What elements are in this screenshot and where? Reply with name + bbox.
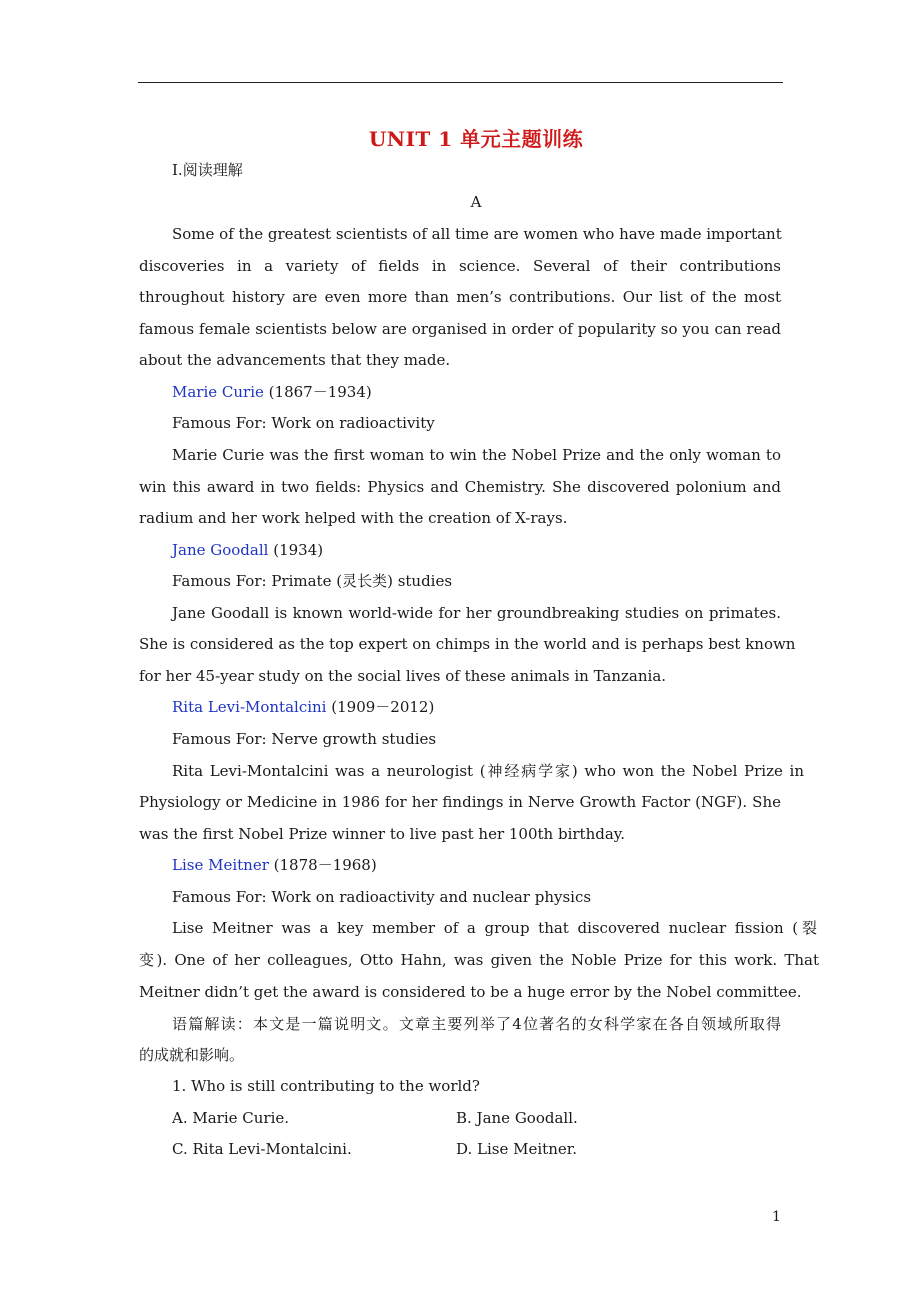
- passage-label: A: [470, 193, 482, 211]
- curie-line-1: Marie Curie was the first woman to win the Nobel Prize and the only woman to: [172, 446, 781, 464]
- meitner-line-2: 变). One of her colleagues, Otto Hahn, was given the Noble Prize for this work. That: [139, 951, 819, 969]
- section-heading: Ⅰ.阅读理解: [172, 161, 243, 179]
- intro-line-5: about the advancements that they made.: [139, 351, 451, 369]
- goodall-line-2: She is considered as the top expert on chimps in the world and is perhaps best known: [139, 635, 796, 653]
- levi-line-2: Physiology or Medicine in 1986 for her findings in Nerve Growth Factor (NGF). She: [139, 793, 781, 811]
- analysis-line-1: 语篇解读：本文是一篇说明文。文章主要列举了4位著名的女科学家在各自领域所取得: [172, 1015, 781, 1033]
- goodall-line-1: Jane Goodall is known world-wide for her groundbreaking studies on primates.: [172, 604, 781, 622]
- scientist-years: (1934): [268, 541, 324, 559]
- curie-line-3: radium and her work helped with the creation of X-rays.: [139, 509, 568, 527]
- option-a: A. Marie Curie.: [172, 1109, 290, 1127]
- page-title: UNIT 1 单元主题训练: [368, 127, 584, 151]
- scientist-heading-levi: [172, 697, 434, 717]
- goodall-line-3: for her 45-year study on the social lives of these animals in Tanzania.: [139, 667, 667, 685]
- scientist-name-link[interactable]: Marie Curie: [172, 383, 264, 401]
- scientist-years: (1878－1968): [268, 856, 377, 874]
- header-rule: [138, 82, 783, 83]
- famous-for-meitner: Famous For: Work on radioactivity and nuclear physics: [172, 888, 592, 906]
- scientist-years: (1909－2012): [326, 698, 435, 716]
- intro-line-2: discoveries in a variety of fields in science. Several of their contributions: [139, 257, 781, 275]
- curie-line-2: win this award in two fields: Physics and Chemistry. She discovered polonium and: [139, 478, 781, 496]
- scientist-years: (1867－1934): [263, 383, 372, 401]
- scientist-name-link[interactable]: Jane Goodall: [172, 541, 269, 559]
- scientist-name-link[interactable]: Lise Meitner: [172, 856, 269, 874]
- question-1: 1. Who is still contributing to the world?: [172, 1077, 480, 1095]
- intro-line-3: throughout history are even more than men’s contributions. Our list of the most: [139, 288, 781, 306]
- intro-line-4: famous female scientists below are organised in order of popularity so you can read: [139, 320, 781, 338]
- meitner-line-1: Lise Meitner was a key member of a group that discovered nuclear fission (裂: [172, 919, 817, 937]
- option-b: B. Jane Goodall.: [456, 1109, 578, 1127]
- famous-for-levi: Famous For: Nerve growth studies: [172, 730, 437, 748]
- famous-for-goodall: Famous For: Primate (灵长类) studies: [172, 572, 453, 590]
- scientist-heading-goodall: [172, 540, 323, 560]
- option-d: D. Lise Meitner.: [456, 1140, 578, 1158]
- levi-line-3: was the first Nobel Prize winner to live past her 100th birthday.: [139, 825, 626, 843]
- levi-line-1: Rita Levi-Montalcini was a neurologist (神经病学家) who won the Nobel Prize in: [172, 762, 804, 780]
- scientist-heading-curie: [172, 382, 372, 402]
- scientist-heading-meitner: [172, 855, 377, 875]
- famous-for-curie: Famous For: Work on radioactivity: [172, 414, 435, 432]
- analysis-line-2: 的成就和影响。: [139, 1046, 245, 1064]
- intro-line-1: Some of the greatest scientists of all time are women who have made important: [172, 225, 782, 243]
- scientist-name-link[interactable]: Rita Levi-Montalcini: [172, 698, 327, 716]
- page-number: 1: [772, 1209, 781, 1225]
- option-c: C. Rita Levi-Montalcini.: [172, 1140, 352, 1158]
- meitner-line-3: Meitner didn’t get the award is considered to be a huge error by the Nobel committee.: [139, 983, 802, 1001]
